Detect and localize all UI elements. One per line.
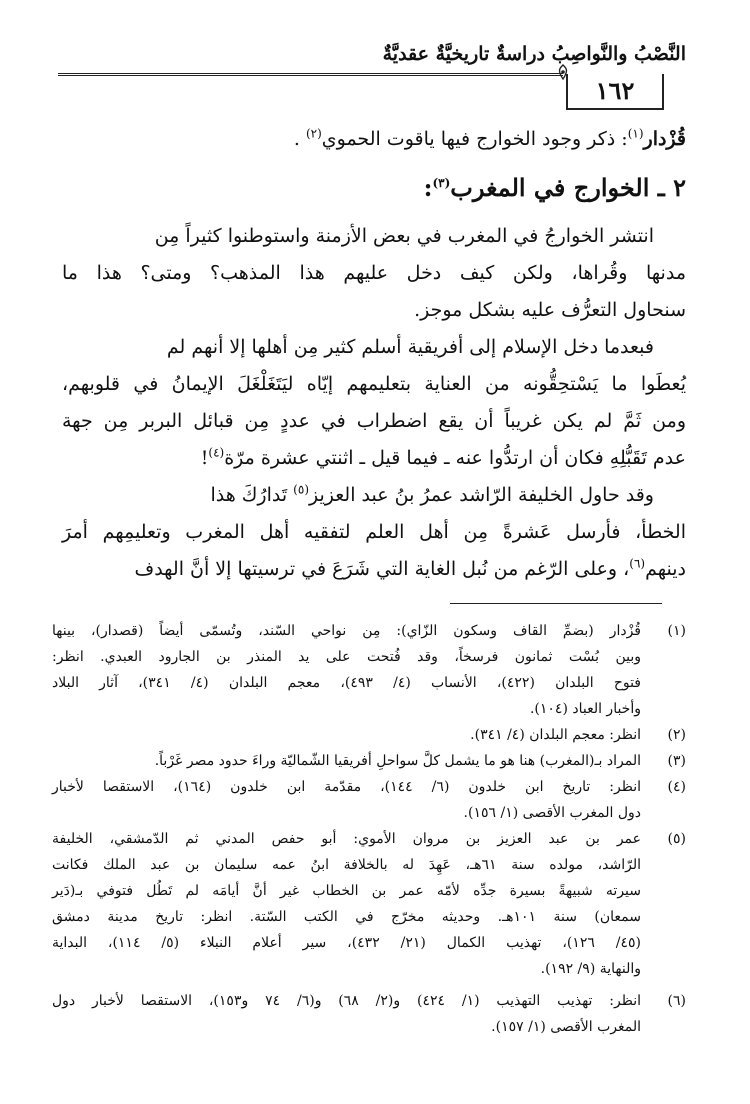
paragraph-line: مدنها وقُراها، ولكن كيف دخل عليهم هذا المذهب؟ ومتى؟ هذا ما <box>62 262 686 284</box>
footnote-ref: (١) <box>627 126 644 141</box>
footnote-number: (١) <box>667 623 686 639</box>
footnote-line: انظر: تهذيب التهذيب (١/ ٤٢٤) و(٢/ ٦٨) و(٦/ ٧٤ و١٥٣)، الاستقصا لأخبار دول <box>52 993 642 1009</box>
footnote-line: سمعان) سنة ١٠١هـ. وحديثه مخرّج في الكتب السّتة. انظر: تاريخ مدينة دمشق <box>52 909 641 925</box>
paragraph-line: ومن ثَمَّ لم يكن غريباً أن يقع اضطراب في عددٍ مِن قبائل البربر مِن جهة <box>62 410 686 432</box>
intro-line <box>294 122 686 156</box>
paragraph-line <box>201 441 686 475</box>
footnote-line: انظر: تاريخ ابن خلدون (٦/ ١٤٤)، مقدّمة ابن خلدون (١٦٤)، الاستقصا لأخبار <box>52 779 641 795</box>
footnote-line: المراد بـ(المغرب) هنا هو ما يشمل كلَّ سواحلِ أفريقيا الشّماليّة وراءَ حدود مصر غَرْباً. <box>154 753 641 769</box>
footnote-line: وأخبار العباد (١٠٤). <box>529 701 641 717</box>
footnote <box>52 618 686 726</box>
section-heading-text: ٢ ـ الخوارج في المغرب <box>450 173 686 202</box>
paragraph-line: الخطأ، فأرسل عَشرةً مِن أهل العلم لتفقيه أهل المغرب وتعليمِهم أمرَ <box>62 521 686 543</box>
running-title: النَّصْبُ والنَّواصِبُ دراسةٌ تاريخيَّةٌ عقديَّةٌ <box>382 43 686 65</box>
footnote-line: (٤٥/ ١٢٦)، تهذيب الكمال (٢١/ ٤٣٢)، سير أعلام النبلاء (٥/ ١١٤)، البداية <box>52 935 641 951</box>
footnote-ref: (٣) <box>432 176 451 190</box>
paragraph-end: ! <box>200 447 209 469</box>
page-number: ١٦٢ <box>566 74 664 110</box>
footnote-ref: (٤) <box>208 445 225 460</box>
footnote-number: (٦) <box>667 993 686 1009</box>
footnote <box>52 988 686 1040</box>
footnote <box>52 748 686 774</box>
paragraph-line: يُعطَوا ما يَسْتحِقُّونه من العناية بتعليمهم إيّاه ليَتَغَلْغَلَ الإيمانُ في قلوبهم، <box>62 373 686 395</box>
footnote-number: (٥) <box>667 831 686 847</box>
paragraph-line: فبعدما دخل الإسلام إلى أفريقية أسلم كثير مِن أهلها إلا أنهم لم <box>166 336 654 358</box>
paragraph-text: تَدارُكَ هذا <box>210 484 294 506</box>
intro-end: . <box>293 128 306 150</box>
footnote <box>52 774 686 826</box>
footnote-line: والنهاية (٩/ ١٩٢). <box>540 961 641 977</box>
footnote-ref: (٥) <box>293 482 309 497</box>
footnote-line: وبين بُسْت ثمانون فرسخاً، وقد فُتحت على يد المنذر بن الجارود العبدي. انظر: <box>52 649 641 665</box>
footnote-separator <box>450 603 662 604</box>
paragraph-line <box>210 478 654 512</box>
footnote-line: انظر: معجم البلدان (٤/ ٣٤١). <box>470 727 641 743</box>
footnote-line: عمر بن عبد العزيز بن مروان الأموي: أبو حفص المدني ثم الدّمشقي، الخليفة <box>52 831 641 847</box>
footnote-number: (٢) <box>667 727 686 743</box>
footnote-line: فتوح البلدان (٤٢٢)، الأنساب (٤/ ٤٩٣)، معجم البلدان (٤/ ٣٤١)، آثار البلاد <box>52 675 642 691</box>
footnote-line: سيرته شبيهةً بسيرة جدِّه لأمّه عمر بن الخطاب غير أنَّ أيامَه لم تَطُل فتوفي بـ(دَير <box>52 883 641 899</box>
footnote-line: قُزْدار (بضمِّ القاف وسكون الزّاي): مِن نواحي السّند، وتُسمّى أيضاً (قصدار)، بينها <box>52 623 641 639</box>
footnote-line: المغرب الأقصى (١/ ١٥٧). <box>491 1019 641 1035</box>
section-heading-end: : <box>423 173 433 202</box>
intro-term: قُزْدار <box>643 128 686 150</box>
paragraph-text: وقد حاول الخليفة الرّاشد عمرُ بنُ عبد العزيز <box>309 484 654 506</box>
paragraph-line: سنحاول التعرُّف عليه بشكل موجز. <box>414 299 686 321</box>
footnote <box>52 722 686 748</box>
footnote-ref: (٦) <box>629 556 646 571</box>
header-rule <box>58 73 563 76</box>
footnote-line: الرّاشد، مولده سنة ٦١هـ، عَهِدَ له بالخلافة ابنُ عمه سليمان بن عبد الملك فكانت <box>52 857 642 873</box>
paragraph-line <box>135 552 687 586</box>
footnote-ref: (٢) <box>305 126 322 141</box>
paragraph-text: عدم تَقَبُّلِهِ فكان أن ارتدُّوا عنه ـ فيما قيل ـ اثنتي عشرة مرّة <box>224 447 686 469</box>
paragraph-text: دينهم <box>645 558 686 580</box>
footnote-line: دول المغرب الأقصى (١/ ١٥٦). <box>463 805 641 821</box>
section-heading <box>424 168 686 208</box>
paragraph-line: انتشر الخوارجُ في المغرب في بعض الأزمنة واستوطنوا كثيراً مِن <box>154 225 654 247</box>
intro-text: : ذكر وجود الخوارج فيها ياقوت الحموي <box>321 128 628 150</box>
footnote-number: (٤) <box>667 779 686 795</box>
footnote <box>52 826 686 982</box>
paragraph-text: ، وعلى الرّغم من نُبل الغاية التي شَرَعَ في ترسيتها إلا أنَّ الهدف <box>134 558 630 580</box>
footnote-number: (٣) <box>667 753 686 769</box>
